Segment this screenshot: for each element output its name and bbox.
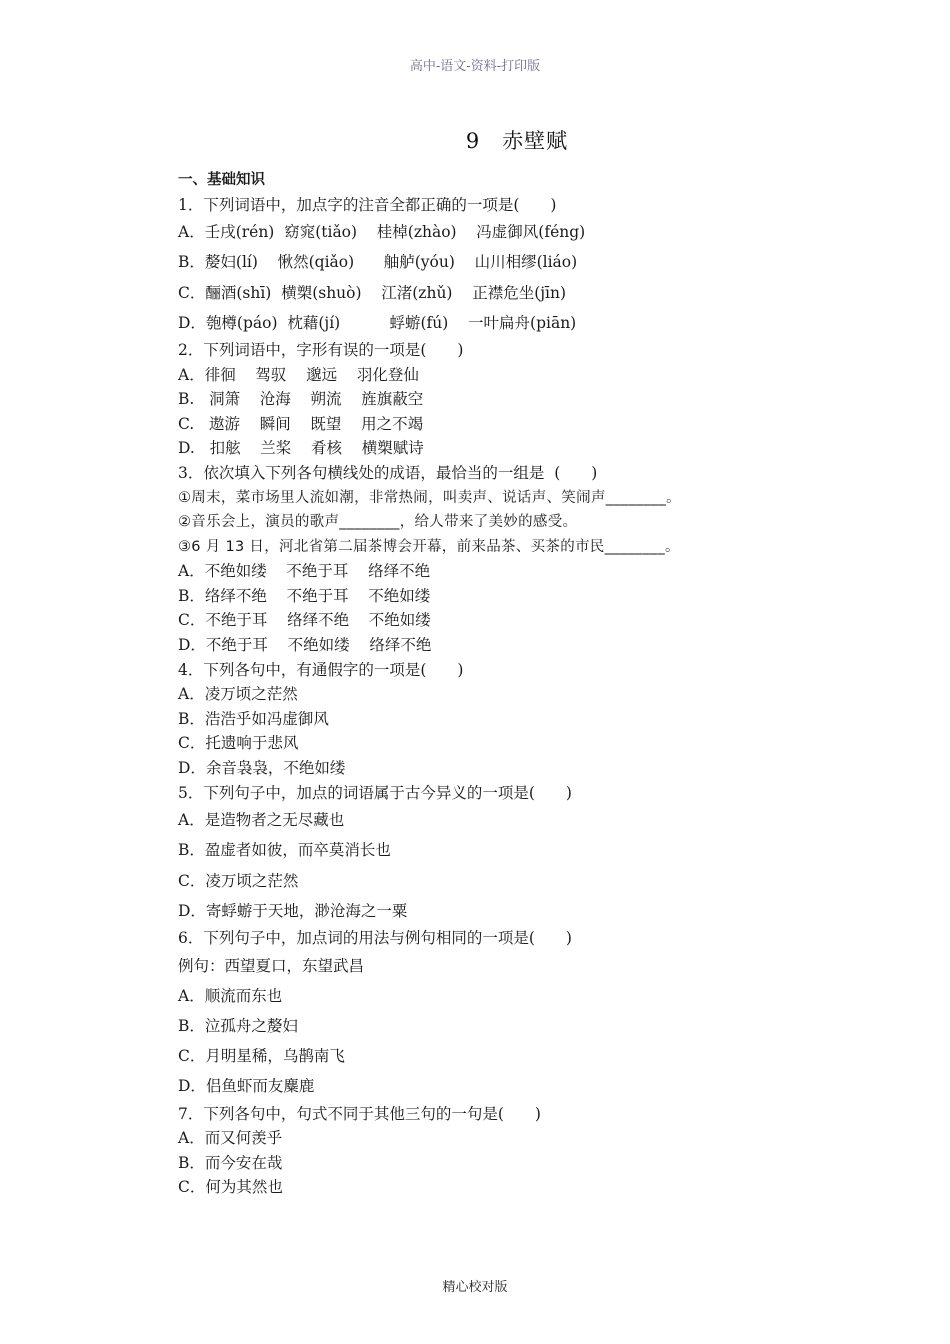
- question-line: 2．下列词语中，字形有误的一项是( ): [178, 340, 464, 359]
- lesson-number: 9: [465, 129, 481, 153]
- question-line: C．月明星稀，乌鹊南飞: [178, 1047, 345, 1066]
- question-line: B．盈虚者如彼，而卒莫消长也: [178, 841, 391, 860]
- question-line: A．是造物者之无尽藏也: [178, 811, 345, 830]
- question-line: C．不绝于耳 络绎不绝 不绝如缕: [178, 611, 431, 630]
- question-line: 例句：西望夏口，东望武昌: [178, 956, 365, 975]
- question-line: 1．下列词语中，加点字的注音全都正确的一项是( ): [178, 195, 557, 214]
- question-line: C．托遗响于悲风: [178, 734, 299, 753]
- question-line: C. 遨游 瞬间 既望 用之不竭: [178, 414, 424, 433]
- question-line: A．不绝如缕 不绝于耳 络绎不绝: [178, 562, 431, 581]
- question-line: D．侣鱼虾而友麋鹿: [178, 1077, 315, 1096]
- question-line: ③6 月 13 日，河北省第二届茶博会开幕，前来品茶、买茶的市民________。: [178, 538, 680, 555]
- document-title: [0, 125, 950, 155]
- section-heading: 一、基础知识: [178, 172, 265, 188]
- lesson-title: 赤壁赋: [502, 129, 569, 153]
- question-line: ①周末，菜市场里人流如潮，非常热闹，叫卖声、说话声、笑闹声________。: [178, 489, 681, 506]
- question-line: B．嫠妇(lí) 愀然(qiǎo) 舳舻(yóu) 山川相缪(liáo): [178, 253, 578, 272]
- page-footer: 精心校对版: [442, 1280, 508, 1295]
- question-line: 3．依次填入下列各句横线处的成语，最恰当的一组是 ( ): [178, 463, 598, 482]
- question-line: D．寄蜉蝣于天地，渺沧海之一粟: [178, 901, 408, 920]
- question-line: B．泣孤舟之嫠妇: [178, 1016, 298, 1035]
- question-line: 5．下列句子中，加点的词语属于古今异义的一项是( ): [178, 783, 572, 802]
- question-line: B. 洞箫 沧海 朔流 旌旗蔽空: [178, 390, 424, 409]
- question-line: B．而今安在哉: [178, 1153, 283, 1172]
- document-body: [178, 168, 778, 1200]
- question-line: A．徘徊 驾驭 邈远 羽化登仙: [178, 365, 419, 384]
- question-line: A．凌万顷之茫然: [178, 685, 298, 704]
- question-line: D. 扣舷 兰桨 肴核 横槊赋诗: [178, 439, 424, 458]
- question-line: A．顺流而东也: [178, 986, 283, 1005]
- question-line: 7．下列各句中，句式不同于其他三句的一句是( ): [178, 1104, 541, 1123]
- question-line: A．壬戌(rén) 窈窕(tiǎo) 桂棹(zhào) 冯虚御风(féng): [178, 223, 586, 242]
- question-line: 6．下列句子中，加点词的用法与例句相同的一项是( ): [178, 928, 572, 947]
- question-line: B．络绎不绝 不绝于耳 不绝如缕: [178, 586, 431, 605]
- question-line: D．不绝于耳 不绝如缕 络绎不绝: [178, 636, 432, 655]
- question-line: C．酾酒(shī) 横槊(shuò) 江渚(zhǔ) 正襟危坐(jīn): [178, 283, 567, 302]
- question-line: ②音乐会上，演员的歌声________，给人带来了美妙的感受。: [178, 514, 578, 531]
- question-line: C．何为其然也: [178, 1178, 283, 1197]
- question-list: [178, 193, 778, 1200]
- question-line: D．余音袅袅，不绝如缕: [178, 759, 346, 778]
- page-header: 高中-语文-资料-打印版: [409, 59, 541, 74]
- question-line: A．而又何羡乎: [178, 1129, 283, 1148]
- question-line: C．凌万顷之茫然: [178, 871, 299, 890]
- question-line: B．浩浩乎如冯虚御风: [178, 709, 329, 728]
- question-line: 4．下列各句中，有通假字的一项是( ): [178, 660, 464, 679]
- question-line: D．匏樽(páo) 枕藉(jí) 蜉蝣(fú) 一叶扁舟(piān): [178, 313, 577, 332]
